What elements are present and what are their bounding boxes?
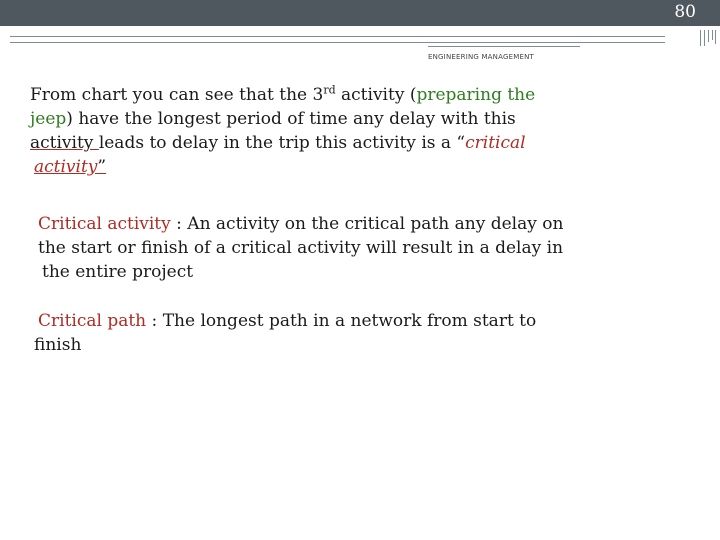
text: : xyxy=(170,214,188,234)
text: The longest path in a network from start to xyxy=(162,311,537,331)
critical-activity-definition xyxy=(38,212,688,284)
title-bar xyxy=(0,0,720,26)
highlight-text: jeep xyxy=(30,109,67,129)
decorative-rule xyxy=(715,30,716,44)
text: : xyxy=(146,311,163,331)
term-label: Critical activity xyxy=(38,214,171,234)
divider-line xyxy=(10,36,665,37)
text: the start or finish of a critical activity will result in a delay in xyxy=(38,238,564,258)
intro-paragraph xyxy=(30,83,650,179)
text: ) have the longest period of time any delay with this xyxy=(66,109,516,129)
underlined-text: activity xyxy=(30,133,99,153)
divider-line xyxy=(10,42,665,43)
emphasis-text: activity xyxy=(34,157,98,177)
decorative-rule xyxy=(712,30,713,40)
superscript: rd xyxy=(323,83,336,97)
text: activity ( xyxy=(335,85,417,105)
decorative-rule xyxy=(708,30,709,42)
term-label: Critical path xyxy=(38,311,147,331)
text: leads to delay in the trip this activity is a “ xyxy=(98,133,466,153)
text: the entire project xyxy=(42,262,194,282)
critical-path-definition xyxy=(34,309,684,357)
emphasis-text: critical xyxy=(465,133,526,153)
decorative-rule xyxy=(704,30,705,46)
slide-header: ENGINEERING MANAGEMENT xyxy=(428,53,534,61)
text: An activity on the critical path any delay on xyxy=(187,214,564,234)
decorative-rule xyxy=(700,30,701,46)
text: ” xyxy=(97,157,107,177)
page-number: 80 xyxy=(674,2,696,22)
text: finish xyxy=(34,335,82,355)
highlight-text: preparing the xyxy=(416,85,536,105)
divider-line xyxy=(428,46,580,47)
text: From chart you can see that the 3 xyxy=(30,85,324,105)
